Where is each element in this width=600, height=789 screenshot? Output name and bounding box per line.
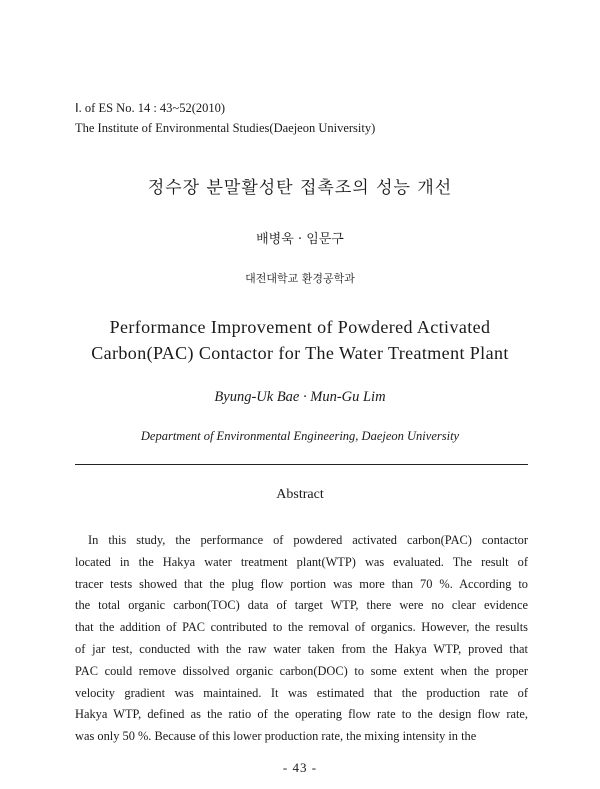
journal-citation: Ⅰ. of ES No. 14 : 43~52(2010) [75, 101, 226, 115]
abstract-line: velocity gradient was maintained. It was estimated that the production rate of [75, 685, 528, 700]
abstract-line: was only 50 %. Because of this lower production rate, the mixing intensity in the [75, 729, 477, 744]
section-divider [75, 464, 528, 465]
korean-authors: 배병욱 · 임문구 [256, 232, 344, 247]
abstract-heading: Abstract [276, 487, 324, 502]
english-department: Department of Environmental Engineering, Daejeon University [140, 429, 460, 443]
korean-department: 대전대학교 환경공학과 [245, 272, 355, 285]
abstract-line: located in the Hakya water treatment plant(WTP) was evaluated. The result of [75, 554, 528, 569]
korean-title: 정수장 분말활성탄 접촉조의 성능 개선 [147, 178, 453, 198]
english-title-line-2: Carbon(PAC) Contactor for The Water Treatment Plant [91, 343, 509, 363]
page-number: - 43 - [282, 760, 318, 775]
abstract-body [75, 530, 528, 748]
abstract-line: In this study, the performance of powdered activated carbon(PAC) contactor [88, 533, 528, 547]
institute-name: The Institute of Environmental Studies(Daejeon University) [75, 121, 376, 135]
english-authors: Byung-Uk Bae · Mun-Gu Lim [214, 389, 386, 405]
english-title [0, 314, 600, 366]
abstract-line: tracer tests showed that the plug flow portion was more than 70 %. According to [75, 576, 528, 591]
abstract-line: the total organic carbon(TOC) data of target WTP, there were no clear evidence [75, 598, 528, 613]
abstract-line: of jar test, conducted with the raw water taken from the Hakya WTP, proved that [75, 641, 528, 656]
abstract-line: PAC could remove dissolved organic carbon(DOC) to some extent when the proper [75, 663, 528, 678]
abstract-line: Hakya WTP, defined as the ratio of the operating flow rate to the design flow rate, [75, 707, 528, 722]
english-title-line-1: Performance Improvement of Powdered Activated [109, 317, 491, 337]
abstract-line: that the addition of PAC contributed to the removal of organics. However, the results [75, 620, 528, 635]
journal-reference [75, 98, 375, 138]
